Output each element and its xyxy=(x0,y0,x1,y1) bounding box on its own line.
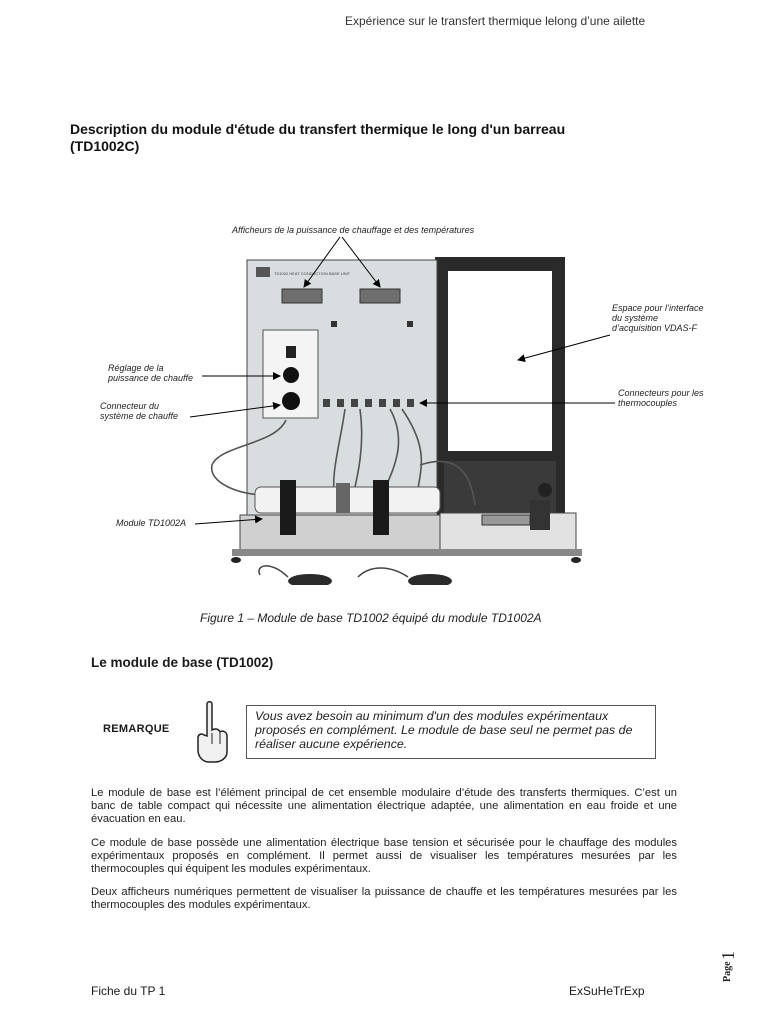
footer-left: Fiche du TP 1 xyxy=(91,984,166,998)
label-module: Module TD1002A xyxy=(116,518,187,528)
page-number-word: Page xyxy=(722,961,733,982)
label-displays: Afficheurs de la puissance de chauffage et des températures xyxy=(232,225,475,235)
remark-label: REMARQUE xyxy=(103,723,170,735)
note-box xyxy=(246,705,656,759)
label-connector-1: Connecteur du xyxy=(100,401,160,411)
label-interface-1: Espace pour l’interface xyxy=(612,303,704,313)
page-number-digit: 1 xyxy=(718,951,738,960)
thermocouple-probes xyxy=(259,566,452,585)
label-thermo-2: thermocouples xyxy=(618,398,678,408)
pointing-hand-icon xyxy=(193,700,231,764)
label-heating-2: puissance de chauffe xyxy=(108,373,194,383)
footer-right: ExSuHeTrExp xyxy=(569,984,645,998)
figure-caption: Figure 1 – Module de base TD1002 équipé du module TD1002A xyxy=(200,611,542,625)
label-interface-3: d’acquisition VDAS-F xyxy=(612,323,698,333)
svg-text:TD1002 HEAT CONDUCTION BASE UN: TD1002 HEAT CONDUCTION BASE UNIT xyxy=(274,271,351,276)
label-thermo-1: Connecteurs pour les xyxy=(618,388,704,398)
label-interface-2: du système xyxy=(612,313,659,323)
section-title: Description du module d'étude du transfert thermique le long d'un barreau (TD1002C) xyxy=(70,121,566,154)
label-connector-2: système de chauffe xyxy=(100,411,179,421)
paragraph-3: Deux afficheurs numériques permettent de visualiser la puissance de chauffe et les températures mesurées par les thermocouples des modules expérimentaux. xyxy=(91,886,677,911)
note-text: Vous avez besoin au minimum d'un des modules expérimentaux proposés en complément. Le module de base seul ne permet pas de réaliser aucune expérience. xyxy=(255,709,633,751)
page-number xyxy=(704,948,744,984)
paragraph-1: Le module de base est l’élément principal de cet ensemble modulaire d’étude des transferts thermiques. C’est un banc de table compact qui nécessite une alimentation électrique adaptée, une alimentation en eau froide et une évacuation en eau. xyxy=(91,787,677,825)
running-header: Expérience sur le transfert thermique lelong d’une ailette xyxy=(345,14,646,28)
apparatus-figure xyxy=(90,215,710,585)
paragraph-2: Ce module de base possède une alimentation électrique base tension et sécurisée pour le chauffage des modules expérimentaux proposés en complément. Il permet aussi de visualiser les températures mesurées par les thermocouples qui équipent les modules expérimentaux. xyxy=(91,837,677,875)
subsection-title: Le module de base (TD1002) xyxy=(91,655,274,670)
label-heating-1: Réglage de la xyxy=(108,363,164,373)
